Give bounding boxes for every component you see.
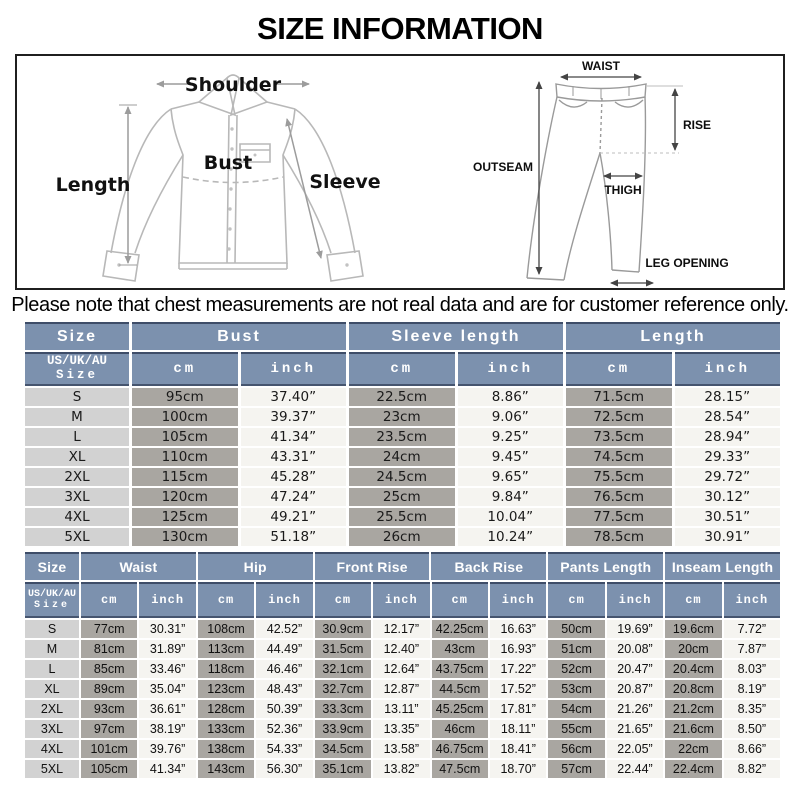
cm-value-cell: 51cm [548, 640, 604, 658]
shirt-dimension-arrows [119, 84, 321, 265]
unit-header-cm: cm [198, 582, 254, 618]
inch-value-cell: 17.52” [490, 680, 546, 698]
inch-value-cell: 47.24” [241, 488, 347, 506]
cm-value-cell: 108cm [198, 620, 254, 638]
inch-value-cell: 8.50” [724, 720, 780, 738]
cm-value-cell: 57cm [548, 760, 604, 778]
measurement-diagram-box [15, 54, 785, 290]
column-header-pants-length: Pants Length [548, 552, 663, 580]
pants-guide-lines [600, 86, 683, 153]
page-title: SIZE INFORMATION [257, 11, 543, 46]
table-row [25, 740, 780, 758]
inch-value-cell: 48.43” [256, 680, 312, 698]
cm-value-cell: 43cm [432, 640, 488, 658]
inch-value-cell: 9.06” [458, 408, 564, 426]
size-cell: L [25, 660, 79, 678]
inch-value-cell: 30.51” [675, 508, 781, 526]
table-row [25, 388, 780, 406]
inch-value-cell: 51.18” [241, 528, 347, 546]
inch-value-cell: 18.41” [490, 740, 546, 758]
table-row [25, 760, 780, 778]
cm-value-cell: 138cm [198, 740, 254, 758]
inch-value-cell: 8.66” [724, 740, 780, 758]
cm-value-cell: 22.4cm [665, 760, 721, 778]
inch-value-cell: 36.61” [139, 700, 195, 718]
outseam-label: OUTSEAM [473, 160, 533, 174]
inch-value-cell: 50.39” [256, 700, 312, 718]
pants-table-unit-header-row [25, 582, 780, 618]
unit-header-cm: cm [315, 582, 371, 618]
unit-header-inch: inch [241, 352, 347, 386]
cm-value-cell: 31.5cm [315, 640, 371, 658]
cm-value-cell: 25cm [349, 488, 455, 506]
table-row [25, 720, 780, 738]
table-row [25, 508, 780, 526]
inch-value-cell: 7.87” [724, 640, 780, 658]
inch-value-cell: 28.54” [675, 408, 781, 426]
inch-value-cell: 56.30” [256, 760, 312, 778]
shirt-diagram [23, 57, 463, 289]
size-cell: 2XL [25, 468, 129, 486]
size-cell: XL [25, 448, 129, 466]
shoulder-label: Shoulder [184, 74, 282, 96]
inch-value-cell: 12.40” [373, 640, 429, 658]
table-row [25, 660, 780, 678]
cm-value-cell: 105cm [81, 760, 137, 778]
cm-value-cell: 72.5cm [566, 408, 672, 426]
us-uk-au-text: US/UK/AU [46, 354, 107, 369]
table-row [25, 468, 780, 486]
waist-label: WAIST [582, 59, 620, 73]
unit-header-inch: inch [373, 582, 429, 618]
column-header-bust: Bust [132, 322, 346, 350]
inch-value-cell: 35.04” [139, 680, 195, 698]
size-cell: L [25, 428, 129, 446]
size-cell: 3XL [25, 720, 79, 738]
cm-value-cell: 30.9cm [315, 620, 371, 638]
inch-value-cell: 12.87” [373, 680, 429, 698]
cm-value-cell: 44.5cm [432, 680, 488, 698]
table-row [25, 680, 780, 698]
inch-value-cell: 10.24” [458, 528, 564, 546]
inch-value-cell: 37.40” [241, 388, 347, 406]
table-row [25, 700, 780, 718]
inch-value-cell: 44.49” [256, 640, 312, 658]
inch-value-cell: 41.34” [241, 428, 347, 446]
cm-value-cell: 22.5cm [349, 388, 455, 406]
unit-header-inch: inch [458, 352, 564, 386]
pants-dimension-arrows [539, 77, 675, 283]
inch-value-cell: 8.19” [724, 680, 780, 698]
thigh-label: THIGH [604, 183, 642, 197]
inch-value-cell: 8.82” [724, 760, 780, 778]
cm-value-cell: 52cm [548, 660, 604, 678]
table-row [25, 408, 780, 426]
inch-value-cell: 31.89” [139, 640, 195, 658]
size-cell: M [25, 640, 79, 658]
column-header-back-rise: Back Rise [431, 552, 546, 580]
cm-value-cell: 125cm [132, 508, 238, 526]
cm-value-cell: 130cm [132, 528, 238, 546]
inch-value-cell: 17.22” [490, 660, 546, 678]
cm-value-cell: 34.5cm [315, 740, 371, 758]
inch-value-cell: 9.84” [458, 488, 564, 506]
unit-header-inch: inch [256, 582, 312, 618]
inch-value-cell: 30.12” [675, 488, 781, 506]
inch-value-cell: 29.33” [675, 448, 781, 466]
cm-value-cell: 76.5cm [566, 488, 672, 506]
cm-value-cell: 46.75cm [432, 740, 488, 758]
inch-value-cell: 20.47” [607, 660, 663, 678]
cm-value-cell: 71.5cm [566, 388, 672, 406]
unit-header-inch: inch [607, 582, 663, 618]
unit-header-cm: cm [81, 582, 137, 618]
cm-value-cell: 89cm [81, 680, 137, 698]
unit-header-cm: cm [132, 352, 238, 386]
inch-value-cell: 22.44” [607, 760, 663, 778]
inch-value-cell: 38.19” [139, 720, 195, 738]
cm-value-cell: 55cm [548, 720, 604, 738]
cm-value-cell: 53cm [548, 680, 604, 698]
cm-value-cell: 81cm [81, 640, 137, 658]
table-row [25, 448, 780, 466]
inch-value-cell: 13.11” [373, 700, 429, 718]
size-cell: 5XL [25, 528, 129, 546]
cm-value-cell: 32.1cm [315, 660, 371, 678]
inch-value-cell: 13.82” [373, 760, 429, 778]
cm-value-cell: 113cm [198, 640, 254, 658]
pants-diagram [461, 56, 781, 288]
inch-value-cell: 8.03” [724, 660, 780, 678]
inch-value-cell: 52.36” [256, 720, 312, 738]
cm-value-cell: 110cm [132, 448, 238, 466]
column-header-hip: Hip [198, 552, 313, 580]
inch-value-cell: 7.72” [724, 620, 780, 638]
pants-table-body [25, 620, 780, 778]
inch-value-cell: 8.35” [724, 700, 780, 718]
cm-value-cell: 85cm [81, 660, 137, 678]
unit-header-cm: cm [665, 582, 721, 618]
inch-value-cell: 43.31” [241, 448, 347, 466]
cm-value-cell: 75.5cm [566, 468, 672, 486]
cm-value-cell: 100cm [132, 408, 238, 426]
unit-header-cm: cm [349, 352, 455, 386]
inch-value-cell: 9.45” [458, 448, 564, 466]
inch-value-cell: 20.08” [607, 640, 663, 658]
inch-value-cell: 30.31” [139, 620, 195, 638]
cm-value-cell: 118cm [198, 660, 254, 678]
column-header-sleeve-length: Sleeve length [349, 322, 563, 350]
inch-value-cell: 20.87” [607, 680, 663, 698]
inch-value-cell: 18.11” [490, 720, 546, 738]
inch-value-cell: 9.25” [458, 428, 564, 446]
inch-value-cell: 30.91” [675, 528, 781, 546]
cm-value-cell: 33.9cm [315, 720, 371, 738]
cm-value-cell: 26cm [349, 528, 455, 546]
unit-header-cm: cm [566, 352, 672, 386]
inch-value-cell: 8.86” [458, 388, 564, 406]
cm-value-cell: 21.6cm [665, 720, 721, 738]
unit-header-inch: inch [675, 352, 781, 386]
cm-value-cell: 24.5cm [349, 468, 455, 486]
cm-value-cell: 45.25cm [432, 700, 488, 718]
pants-table-group-header-row [25, 552, 780, 580]
cm-value-cell: 33.3cm [315, 700, 371, 718]
cm-value-cell: 19.6cm [665, 620, 721, 638]
cm-value-cell: 77cm [81, 620, 137, 638]
inch-value-cell: 16.63” [490, 620, 546, 638]
cm-value-cell: 35.1cm [315, 760, 371, 778]
inch-value-cell: 10.04” [458, 508, 564, 526]
column-header-length: Length [566, 322, 780, 350]
inch-value-cell: 29.72” [675, 468, 781, 486]
inch-value-cell: 28.15” [675, 388, 781, 406]
inch-value-cell: 41.34” [139, 760, 195, 778]
cm-value-cell: 143cm [198, 760, 254, 778]
cm-value-cell: 47.5cm [432, 760, 488, 778]
size-cell: 5XL [25, 760, 79, 778]
column-header-us-uk-au-size [25, 582, 79, 618]
table-row [25, 428, 780, 446]
cm-value-cell: 73.5cm [566, 428, 672, 446]
inch-value-cell: 12.64” [373, 660, 429, 678]
inch-value-cell: 39.37” [241, 408, 347, 426]
inch-value-cell: 21.26” [607, 700, 663, 718]
unit-header-cm: cm [548, 582, 604, 618]
inch-value-cell: 42.52” [256, 620, 312, 638]
cm-value-cell: 21.2cm [665, 700, 721, 718]
inch-value-cell: 39.76” [139, 740, 195, 758]
inch-value-cell: 46.46” [256, 660, 312, 678]
inch-value-cell: 13.58” [373, 740, 429, 758]
cm-value-cell: 78.5cm [566, 528, 672, 546]
cm-value-cell: 101cm [81, 740, 137, 758]
cm-value-cell: 20cm [665, 640, 721, 658]
unit-header-cm: cm [432, 582, 488, 618]
inch-value-cell: 22.05” [607, 740, 663, 758]
us-uk-au-text: US/UK/AU [27, 589, 76, 600]
cm-value-cell: 115cm [132, 468, 238, 486]
size-text: Size [55, 368, 98, 382]
table-row [25, 620, 780, 638]
bust-label: Bust [203, 152, 253, 174]
inch-value-cell: 21.65” [607, 720, 663, 738]
cm-value-cell: 50cm [548, 620, 604, 638]
shirt-table-body [25, 388, 780, 546]
cm-value-cell: 56cm [548, 740, 604, 758]
cm-value-cell: 22cm [665, 740, 721, 758]
cm-value-cell: 20.4cm [665, 660, 721, 678]
inch-value-cell: 16.93” [490, 640, 546, 658]
inch-value-cell: 19.69” [607, 620, 663, 638]
cm-value-cell: 54cm [548, 700, 604, 718]
rise-label: RISE [683, 118, 712, 132]
shirt-table-unit-header-row [25, 352, 780, 386]
cm-value-cell: 43.75cm [432, 660, 488, 678]
inch-value-cell: 28.94” [675, 428, 781, 446]
size-cell: 2XL [25, 700, 79, 718]
table-row [25, 488, 780, 506]
inch-value-cell: 18.70” [490, 760, 546, 778]
cm-value-cell: 20.8cm [665, 680, 721, 698]
length-label: Length [55, 174, 131, 196]
note-text: Please note that chest measurements are not real data and are for customer reference only. [11, 294, 789, 316]
cm-value-cell: 25.5cm [349, 508, 455, 526]
cm-value-cell: 105cm [132, 428, 238, 446]
size-cell: M [25, 408, 129, 426]
leg-opening-label: LEG OPENING [645, 256, 729, 270]
size-cell: 3XL [25, 488, 129, 506]
inch-value-cell: 13.35” [373, 720, 429, 738]
cm-value-cell: 24cm [349, 448, 455, 466]
cm-value-cell: 46cm [432, 720, 488, 738]
inch-value-cell: 54.33” [256, 740, 312, 758]
size-cell: 4XL [25, 740, 79, 758]
cm-value-cell: 32.7cm [315, 680, 371, 698]
cm-value-cell: 42.25cm [432, 620, 488, 638]
cm-value-cell: 23cm [349, 408, 455, 426]
unit-header-inch: inch [724, 582, 780, 618]
size-cell: S [25, 388, 129, 406]
size-cell: XL [25, 680, 79, 698]
cm-value-cell: 97cm [81, 720, 137, 738]
cm-value-cell: 123cm [198, 680, 254, 698]
table-row [25, 528, 780, 546]
cm-value-cell: 95cm [132, 388, 238, 406]
cm-value-cell: 74.5cm [566, 448, 672, 466]
sleeve-label: Sleeve [309, 171, 381, 193]
inch-value-cell: 9.65” [458, 468, 564, 486]
pants-outline [527, 84, 646, 280]
unit-header-inch: inch [139, 582, 195, 618]
inch-value-cell: 45.28” [241, 468, 347, 486]
cm-value-cell: 128cm [198, 700, 254, 718]
inch-value-cell: 17.81” [490, 700, 546, 718]
shirt-buttons [117, 127, 348, 266]
column-header-size: Size [25, 322, 129, 350]
inch-value-cell: 49.21” [241, 508, 347, 526]
table-row [25, 640, 780, 658]
cm-value-cell: 77.5cm [566, 508, 672, 526]
inch-value-cell: 33.46” [139, 660, 195, 678]
column-header-us-uk-au-size [25, 352, 129, 386]
inch-value-cell: 12.17” [373, 620, 429, 638]
unit-header-inch: inch [490, 582, 546, 618]
size-text: Size [33, 600, 70, 611]
shirt-table-group-header-row [25, 322, 780, 350]
column-header-waist: Waist [81, 552, 196, 580]
column-header-inseam-length: Inseam Length [665, 552, 780, 580]
size-cell: 4XL [25, 508, 129, 526]
column-header-front-rise: Front Rise [315, 552, 430, 580]
cm-value-cell: 120cm [132, 488, 238, 506]
pants-size-table [25, 552, 780, 778]
size-cell: S [25, 620, 79, 638]
shirt-size-table [25, 322, 780, 546]
column-header-size: Size [25, 552, 79, 580]
cm-value-cell: 23.5cm [349, 428, 455, 446]
cm-value-cell: 133cm [198, 720, 254, 738]
cm-value-cell: 93cm [81, 700, 137, 718]
